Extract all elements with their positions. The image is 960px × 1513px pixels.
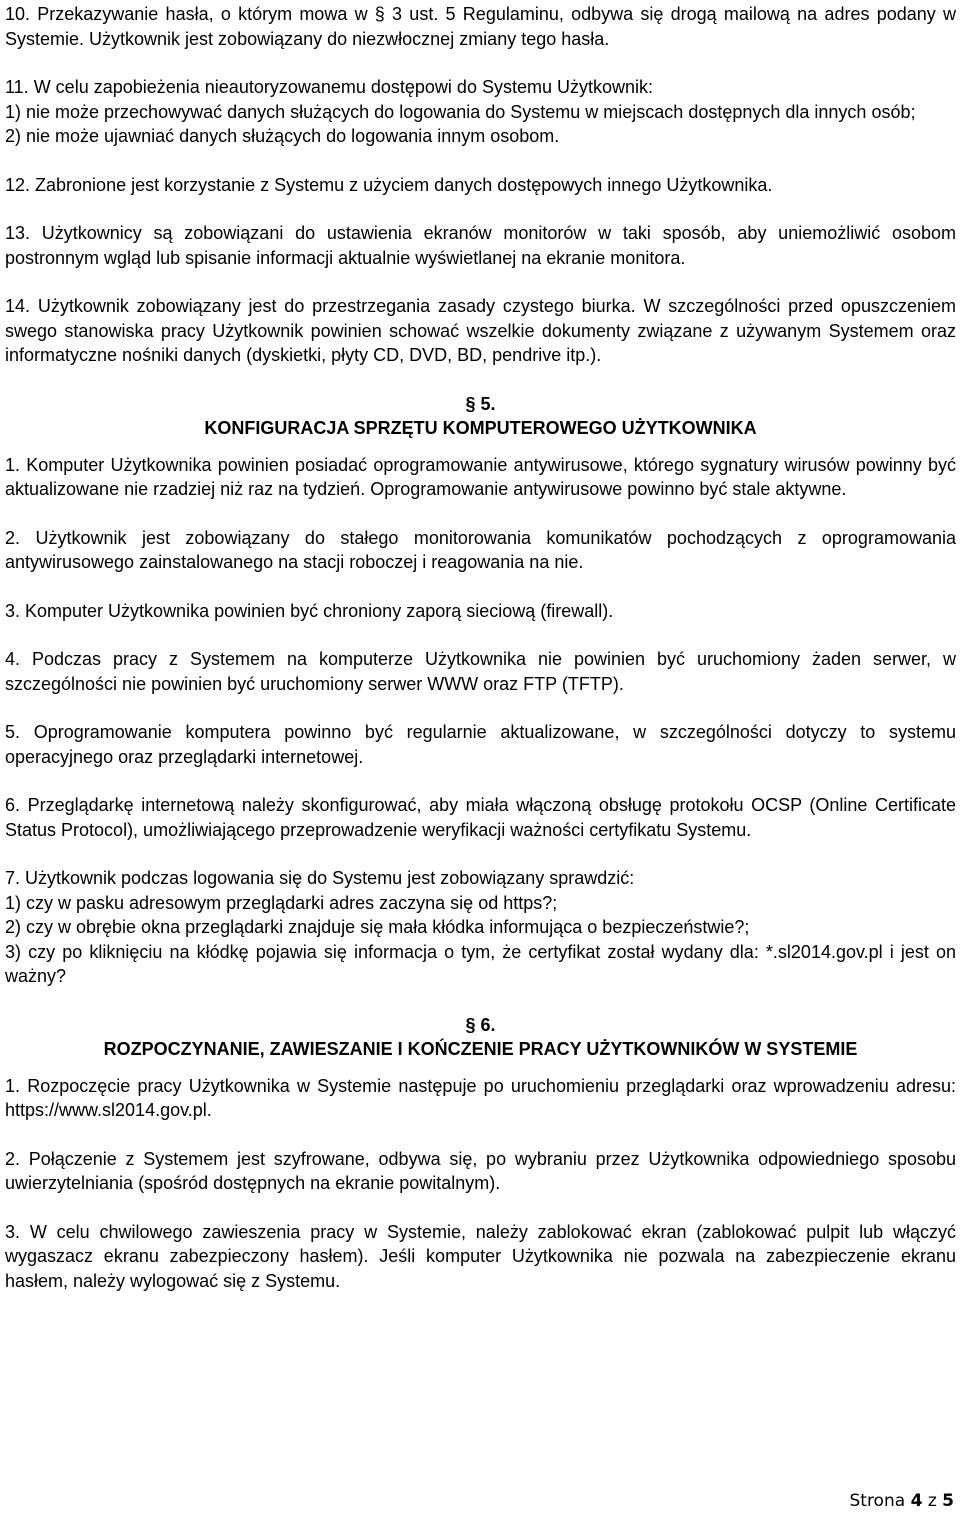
- spacer: [5, 197, 956, 221]
- page-label: Strona: [849, 1491, 906, 1511]
- paragraph-14: 14. Użytkownik zobowiązany jest do przestrzegania zasady czystego biurka. W szczególności przed opuszczeniem swego stanowiska pracy Użytkownik powinien schować wszelkie dokumenty związane z używanym Systemem oraz informatyczne nośniki danych (dyskietki, płyty CD, DVD, BD, pendrive itp.).: [5, 296, 956, 365]
- paragraph-13: 13. Użytkownicy są zobowiązani do ustawienia ekranów monitorów w taki sposób, aby uniemożliwić osobom postronnym wgląd lub spisanie informacji aktualnie wyświetlanej na ekranie monitora.: [5, 223, 956, 268]
- page-number: [849, 1490, 954, 1512]
- spacer: [5, 1123, 956, 1147]
- section-6-paragraph-1: 1. Rozpoczęcie pracy Użytkownika w Systemie następuje po uruchomieniu przeglądarki oraz wprowadzeniu adresu: https://www.sl2014.gov.pl.: [5, 1075, 956, 1120]
- spacer: [5, 368, 956, 392]
- spacer: [5, 575, 956, 599]
- spacer: [5, 696, 956, 720]
- section-5-number: § 5.: [465, 393, 496, 414]
- document-page: [5, 2, 956, 1293]
- section-5-paragraph-7-intro: 7. Użytkownik podczas logowania się do Systemu jest zobowiązany sprawdzić:: [5, 868, 635, 888]
- page-separator: z: [927, 1491, 937, 1511]
- spacer: [5, 769, 956, 793]
- section-5-paragraph-5: 5. Oprogramowanie komputera powinno być regularnie aktualizowane, w szczególności dotyczy to systemu operacyjnego oraz przeglądarki internetowej.: [5, 722, 956, 767]
- section-6-title: ROZPOCZYNANIE, ZAWIESZANIE I KOŃCZENIE PRACY UŻYTKOWNIKÓW W SYSTEMIE: [103, 1039, 858, 1059]
- spacer: [5, 1196, 956, 1220]
- paragraph-11-intro: 11. W celu zapobieżenia nieautoryzowanemu dostępowi do Systemu Użytkownik:: [5, 77, 653, 97]
- spacer: [5, 1062, 956, 1074]
- page-current: 4: [910, 1491, 923, 1511]
- section-5-paragraph-3: 3. Komputer Użytkownika powinien być chroniony zaporą sieciową (firewall).: [5, 600, 614, 621]
- spacer: [5, 502, 956, 526]
- paragraph-12: 12. Zabronione jest korzystanie z Systemu z użyciem danych dostępowych innego Użytkownika.: [5, 174, 773, 195]
- page-total: 5: [942, 1491, 954, 1511]
- spacer: [5, 623, 956, 647]
- section-6-number: § 6.: [465, 1014, 496, 1035]
- section-5-paragraph-4: 4. Podczas pracy z Systemem na komputerze Użytkownika nie powinien być uruchomiony żaden serwer, w szczególności nie powinien być uruchomiony serwer WWW oraz FTP (TFTP).: [5, 649, 956, 694]
- spacer: [5, 270, 956, 294]
- section-5-paragraph-1: 1. Komputer Użytkownika powinien posiadać oprogramowanie antywirusowe, którego sygnatury wirusów powinny być aktualizowane nie rzadziej niż raz na tydzień. Oprogramowanie antywirusowe powinno być stale aktywne.: [5, 454, 956, 499]
- paragraph-10: 10. Przekazywanie hasła, o którym mowa w § 3 ust. 5 Regulaminu, odbywa się drogą mailową na adres podany w Systemie. Użytkownik jest zobowiązany do niezwłocznej zmiany tego hasła.: [5, 4, 956, 49]
- section-5-paragraph-7-point-1: 1) czy w pasku adresowym przeglądarki adres zaczyna się od https?;: [5, 892, 558, 913]
- spacer: [5, 51, 956, 75]
- paragraph-11-point-1: 1) nie może przechowywać danych służących do logowania do Systemu w miejscach dostępnych dla innych osób;: [5, 101, 916, 122]
- section-6-paragraph-3: 3. W celu chwilowego zawieszenia pracy w Systemie, należy zablokować ekran (zablokować pulpit lub włączyć wygaszacz ekranu zabezpieczony hasłem). Jeśli komputer Użytkownika nie pozwala na zabezpieczenie ekranu hasłem, należy wylogować się z Systemu.: [5, 1221, 956, 1291]
- spacer: [5, 149, 956, 173]
- section-5-paragraph-6: 6. Przeglądarkę internetową należy skonfigurować, aby miała włączoną obsługę protokołu OCSP (Online Certificate Status Protocol), umożliwiającego przeprowadzenie weryfikacji ważności certyfikatu Systemu.: [5, 795, 956, 840]
- spacer: [5, 989, 956, 1013]
- section-5-paragraph-7-point-3: 3) czy po kliknięciu na kłódkę pojawia się informacja o tym, że certyfikat został wydany dla: *.sl2014.gov.pl i jest on ważny?: [5, 941, 956, 986]
- paragraph-11-point-2: 2) nie może ujawniać danych służących do logowania innym osobom.: [5, 126, 560, 146]
- section-6-paragraph-2: 2. Połączenie z Systemem jest szyfrowane, odbywa się, po wybraniu przez Użytkownika odpowiedniego sposobu uwierzytelniania (spośród dostępnych na ekranie powitalnym).: [5, 1148, 956, 1193]
- section-5-title: KONFIGURACJA SPRZĘTU KOMPUTEROWEGO UŻYTKOWNIKA: [204, 418, 757, 438]
- section-5-paragraph-7-point-2: 2) czy w obrębie okna przeglądarki znajduje się mała kłódka informująca o bezpieczeństwie?;: [5, 917, 750, 937]
- spacer: [5, 842, 956, 866]
- spacer: [5, 441, 956, 453]
- section-5-paragraph-2: 2. Użytkownik jest zobowiązany do stałego monitorowania komunikatów pochodzących z oprogramowania antywirusowego zainstalowanego na stacji roboczej i reagowania na nie.: [5, 527, 956, 572]
